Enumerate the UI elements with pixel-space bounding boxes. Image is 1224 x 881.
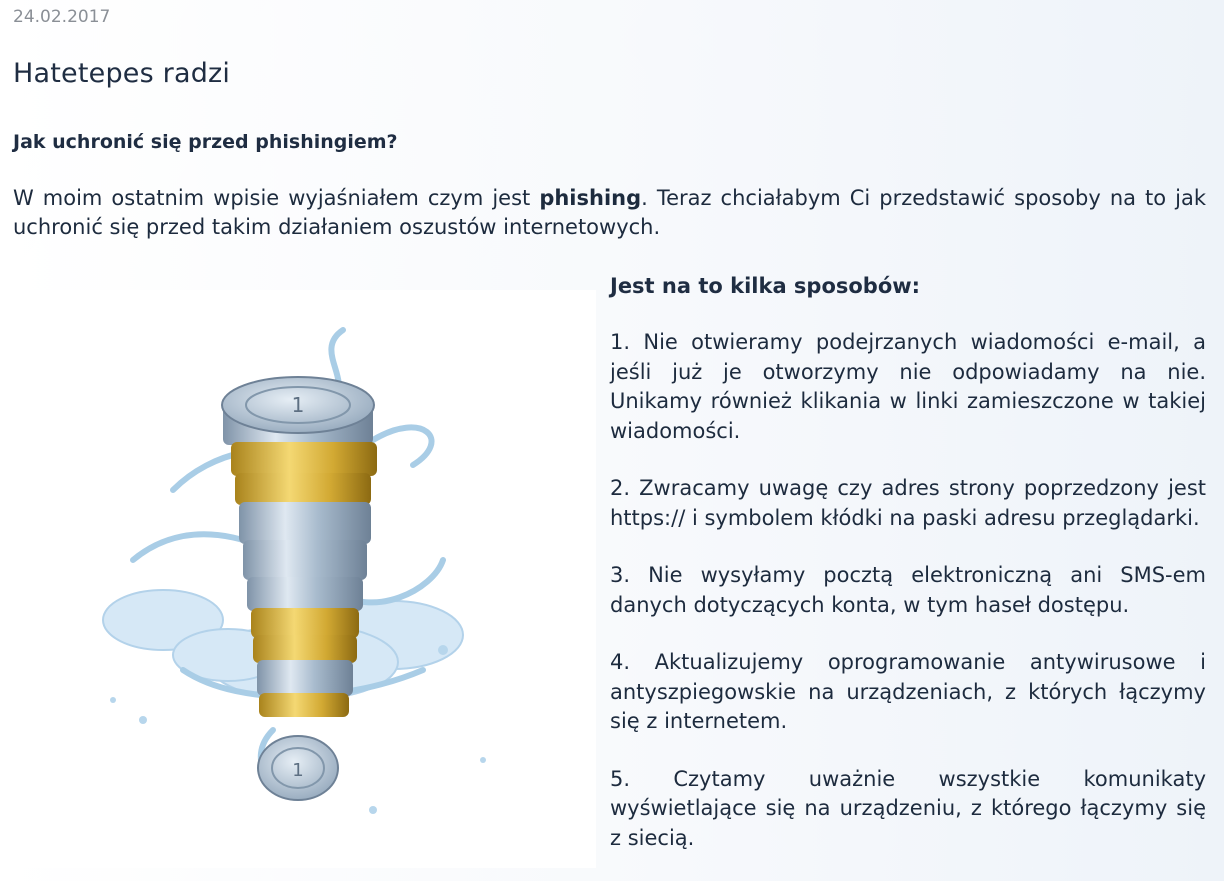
tip-item-5: 5. Czytamy uważnie wszystkie komunikaty wyświetlające się na urządzeniu, z którego łączymy się z siecią. [610, 766, 1206, 850]
svg-text:1: 1 [291, 393, 305, 417]
coin-stack-image [13, 290, 596, 868]
tips-heading: Jest na to kilka sposobów: [610, 274, 921, 298]
tip-item-4: 4. Aktualizujemy oprogramowanie antywirusowe i antyszpiegowskie na urządzeniach, z których łączymy się z internetem. [610, 650, 1206, 733]
tip-item-2: 2. Zwracamy uwagę czy adres strony poprzedzony jest https:// i symbolem kłódki na paski adresu przeglądarki. [610, 476, 1206, 530]
intro-text-before: W moim ostatnim wpisie wyjaśniałem czym jest [13, 186, 540, 210]
intro-text-after: . Teraz chciałabym Ci przedstawić sposoby na to jak uchronić się przed takim działaniem oszustów internetowych. [13, 186, 1207, 239]
single-coin [258, 736, 338, 800]
tips-column [610, 270, 1206, 881]
tip-item-1: 1. Nie otwieramy podejrzanych wiadomości e-mail, a jeśli już je otworzymy nie odpowiadamy na nie. Unikamy również klikania w linki zamieszczone w takiej wiadomości. [610, 330, 1206, 443]
coin-stack-illustration [13, 290, 596, 868]
svg-text:1: 1 [292, 760, 304, 781]
post-subtitle: Jak uchronić się przed phishingiem? [13, 131, 398, 153]
intro-keyword: phishing [539, 186, 642, 210]
post-title: Hatetepes radzi [13, 58, 231, 89]
intro-paragraph [13, 184, 1206, 242]
post-date: 24.02.2017 [13, 7, 111, 27]
tip-item-3: 3. Nie wysyłamy pocztą elektroniczną ani SMS-em danych dotyczących konta, w tym haseł dostępu. [610, 563, 1206, 617]
